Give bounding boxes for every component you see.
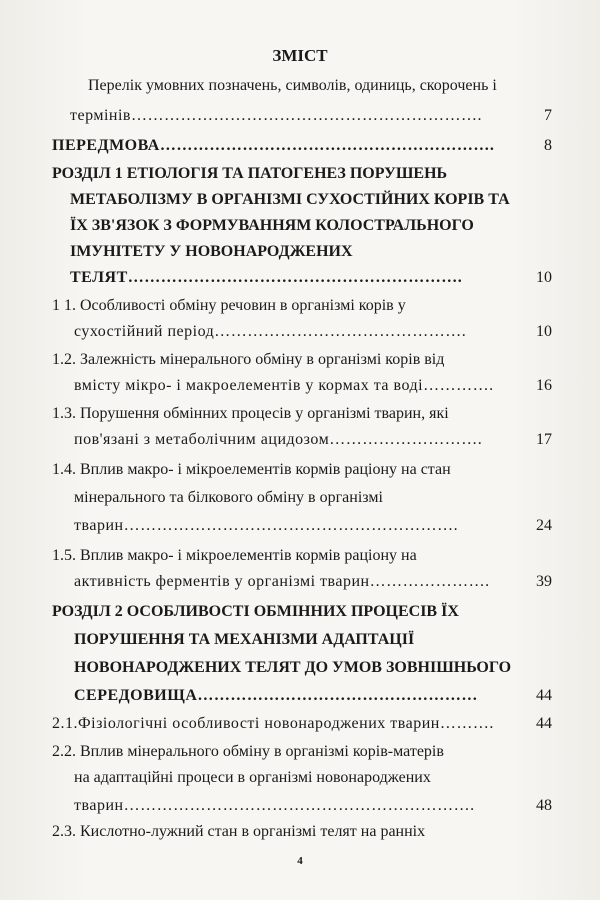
toc-line: активність ферментів у організмі тварин…………………. <box>74 573 490 590</box>
toc-line: ПЕРЕДМОВА……………………………………………………. <box>52 137 495 154</box>
toc-line: тварин………………………………………………………. <box>74 797 475 814</box>
toc-line: 1.2. Залежність мінерального обміну в організмі корів від <box>52 351 445 368</box>
toc-line: Перелік умовних позначень, символів, одиниць, скорочень і <box>88 77 497 94</box>
toc-line: 2.2. Вплив мінерального обміну в організмі корів-матерів <box>52 743 444 760</box>
toc-page-number: 17 <box>536 431 552 448</box>
toc-page-number: 10 <box>536 323 552 340</box>
toc-line: 1 1. Особливості обміну речовин в організмі корів у <box>52 297 406 314</box>
toc-page-number: 48 <box>536 797 552 814</box>
toc-page-number: 16 <box>536 377 552 394</box>
toc-line: ЇХ ЗВ'ЯЗОК З ФОРМУВАННЯМ КОЛОСТРАЛЬНОГО <box>70 217 474 234</box>
toc-page-number: 8 <box>544 137 552 154</box>
toc-line: 1.5. Вплив макро- і мікроелементів кормів раціону на <box>52 547 417 564</box>
toc-line: мінерального та білкового обміну в організмі <box>74 489 383 506</box>
toc-line: 1.4. Вплив макро- і мікроелементів кормів раціону на стан <box>52 461 451 478</box>
toc-line: 1.3. Порушення обмінних процесів у організмі тварин, які <box>52 405 449 422</box>
toc-line: СЕРЕДОВИЩА…………………………………………… <box>74 687 478 704</box>
toc-line: РОЗДІЛ 2 ОСОБЛИВОСТІ ОБМІННИХ ПРОЦЕСІВ ЇХ <box>52 603 459 620</box>
toc-line: ТЕЛЯТ……………………………………………………. <box>70 269 463 286</box>
toc-line: ПОРУШЕННЯ ТА МЕХАНІЗМИ АДАПТАЦІЇ <box>74 631 415 648</box>
toc-page-number: 44 <box>536 715 552 732</box>
toc-page-number: 44 <box>536 687 552 704</box>
toc-page-number: 39 <box>536 573 552 590</box>
toc-line: вмісту мікро- і макроелементів у кормах та воді…………. <box>74 377 494 394</box>
toc-page-number: 7 <box>544 107 552 124</box>
page-footer-number: 4 <box>297 855 303 867</box>
toc-line: 2.1.Фізіологічні особливості новонароджених тварин………. <box>52 715 494 732</box>
toc-page-number: 10 <box>536 269 552 286</box>
toc-line: термінів………………………………………………………. <box>70 107 482 124</box>
toc-line: 2.3. Кислотно-лужний стан в організмі телят на ранніх <box>52 823 426 840</box>
toc-line: МЕТАБОЛІЗМУ В ОРГАНІЗМІ СУХОСТІЙНИХ КОРІВ ТА <box>70 191 510 208</box>
toc-line: РОЗДІЛ 1 ЕТІОЛОГІЯ ТА ПАТОГЕНЕЗ ПОРУШЕНЬ <box>52 165 448 182</box>
toc-line: тварин……………………………………………………. <box>74 517 459 534</box>
toc-line: пов'язані з метаболічним ацидозом………………………. <box>74 431 483 448</box>
toc-line: на адаптаційні процеси в організмі новонароджених <box>74 769 431 786</box>
toc-line: ІМУНІТЕТУ У НОВОНАРОДЖЕНИХ <box>70 243 353 260</box>
toc-line: НОВОНАРОДЖЕНИХ ТЕЛЯТ ДО УМОВ ЗОВНІШНЬОГО <box>74 659 512 676</box>
toc-title: ЗМІСТ <box>272 46 328 65</box>
toc-page-number: 24 <box>536 517 552 534</box>
toc-line: сухостійний період………………………………………. <box>74 323 467 340</box>
